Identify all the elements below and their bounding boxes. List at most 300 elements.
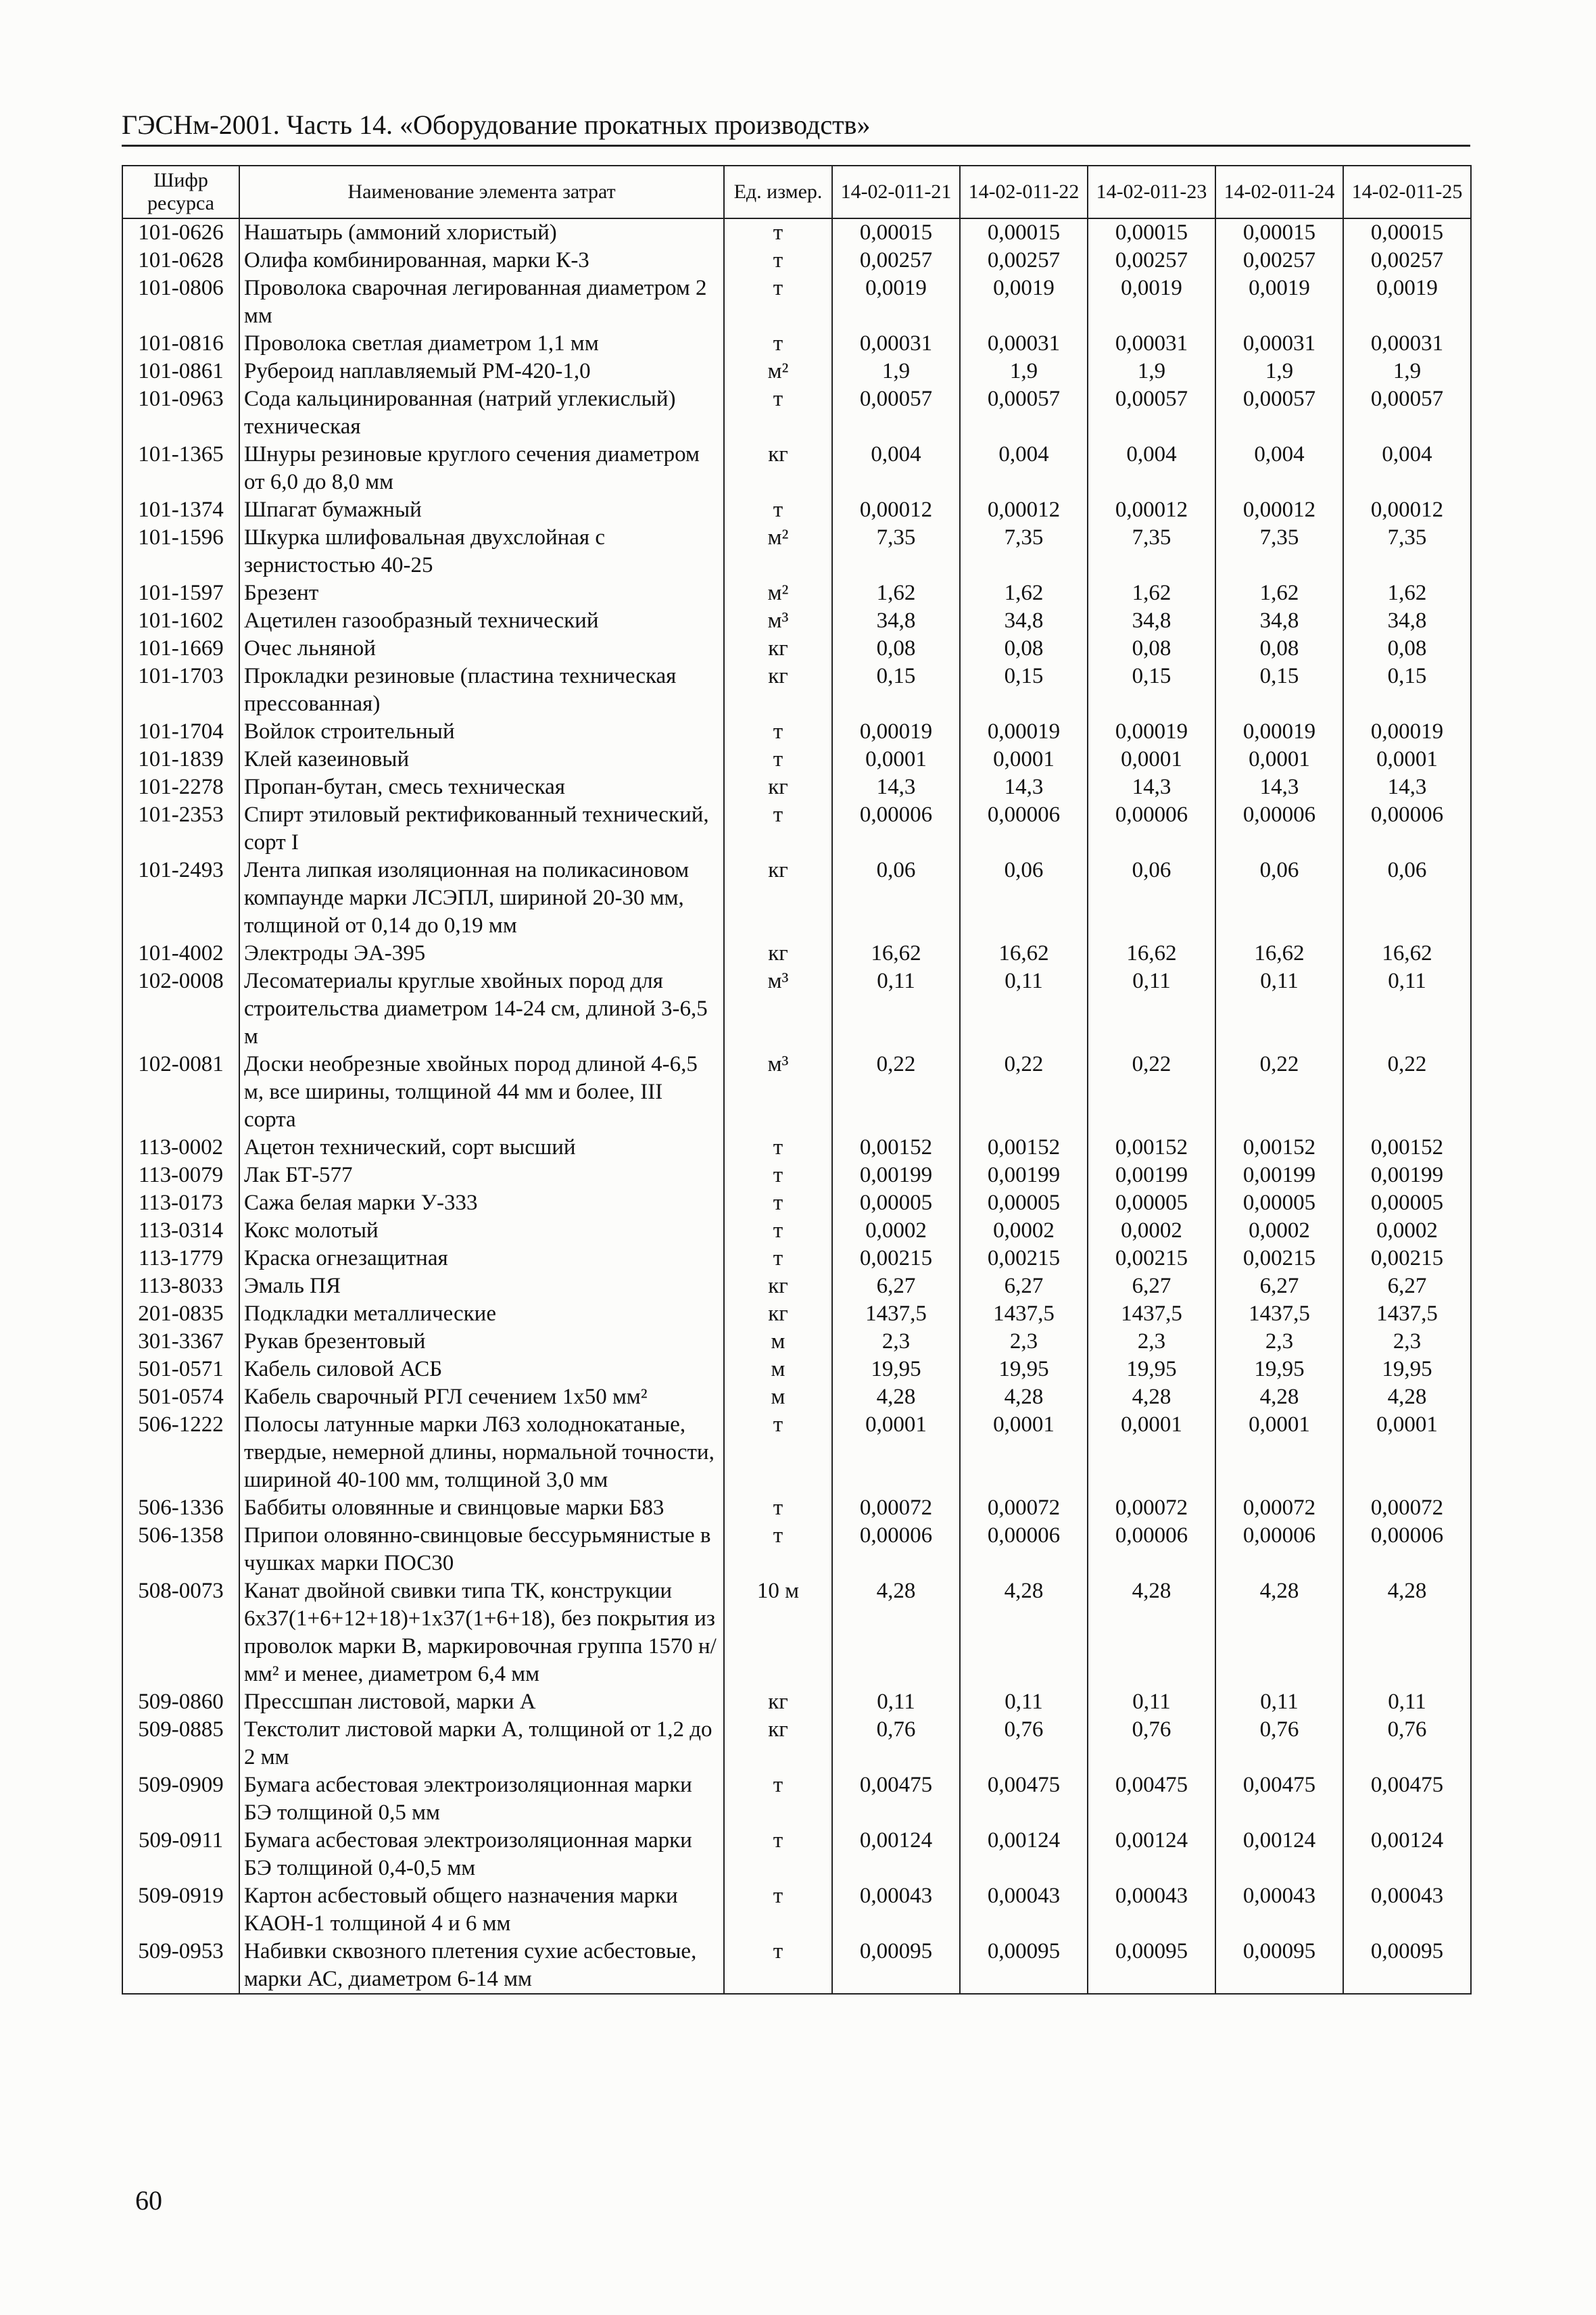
value-cell-011-23: 0,00475 [1088, 1771, 1215, 1827]
table-row [122, 968, 1471, 1051]
value-cell-011-25: 0,00475 [1343, 1771, 1471, 1827]
value-cell-011-23: 0,00057 [1088, 385, 1215, 441]
value-cell-011-21: 0,11 [832, 968, 960, 1051]
column-header-unit: Ед. измер. [724, 166, 832, 218]
value-cell-011-21: 19,95 [832, 1356, 960, 1383]
value-cell-011-23: 0,00015 [1088, 218, 1215, 247]
value-cell-011-24: 0,00199 [1215, 1162, 1343, 1189]
value-cell-011-23: 0,00012 [1088, 496, 1215, 524]
value-cell-011-21: 0,76 [832, 1716, 960, 1771]
unit-cell: т [724, 1217, 832, 1245]
value-cell-011-25: 0,00257 [1343, 247, 1471, 275]
value-cell-011-22: 0,00015 [960, 218, 1088, 247]
resource-code-cell: 501-0574 [122, 1383, 239, 1411]
value-cell-011-25: 6,27 [1343, 1272, 1471, 1300]
value-cell-011-21: 0,00043 [832, 1882, 960, 1938]
value-cell-011-22: 0,00152 [960, 1134, 1088, 1162]
resource-code-cell: 508-0073 [122, 1577, 239, 1688]
table-row [122, 1771, 1471, 1827]
resource-code-cell: 101-0806 [122, 275, 239, 330]
unit-cell: кг [724, 1688, 832, 1716]
table-row [122, 1882, 1471, 1938]
table-row [122, 275, 1471, 330]
value-cell-011-22: 1437,5 [960, 1300, 1088, 1328]
value-cell-011-23: 1,9 [1088, 358, 1215, 385]
table-row [122, 385, 1471, 441]
unit-cell: м² [724, 358, 832, 385]
value-cell-011-23: 0,22 [1088, 1051, 1215, 1134]
value-cell-011-21: 2,3 [832, 1328, 960, 1356]
table-header-row [122, 166, 1471, 218]
value-cell-011-22: 0,15 [960, 663, 1088, 718]
value-cell-011-22: 14,3 [960, 773, 1088, 801]
resource-code-cell: 509-0909 [122, 1771, 239, 1827]
value-cell-011-23: 0,00257 [1088, 247, 1215, 275]
value-cell-011-24: 0,00006 [1215, 1522, 1343, 1577]
resource-code-cell: 509-0919 [122, 1882, 239, 1938]
value-cell-011-25: 4,28 [1343, 1577, 1471, 1688]
resource-code-cell: 509-0911 [122, 1827, 239, 1882]
column-header-code: Шифр ресурса [122, 166, 239, 218]
value-cell-011-25: 34,8 [1343, 607, 1471, 635]
unit-cell: кг [724, 773, 832, 801]
unit-cell: м² [724, 579, 832, 607]
value-cell-011-24: 19,95 [1215, 1356, 1343, 1383]
value-cell-011-23: 1,62 [1088, 579, 1215, 607]
value-cell-011-23: 0,11 [1088, 1688, 1215, 1716]
table-row [122, 330, 1471, 358]
resource-name-cell: Брезент [239, 579, 724, 607]
value-cell-011-24: 0,06 [1215, 857, 1343, 940]
value-cell-011-25: 0,00031 [1343, 330, 1471, 358]
value-cell-011-25: 0,00005 [1343, 1189, 1471, 1217]
value-cell-011-21: 0,22 [832, 1051, 960, 1134]
resource-name-cell: Нашатырь (аммоний хлористый) [239, 218, 724, 247]
value-cell-011-22: 0,76 [960, 1716, 1088, 1771]
unit-cell: т [724, 718, 832, 746]
unit-cell: м³ [724, 607, 832, 635]
value-cell-011-22: 0,0002 [960, 1217, 1088, 1245]
resource-name-cell: Рукав брезентовый [239, 1328, 724, 1356]
table-row [122, 801, 1471, 857]
unit-cell: т [724, 247, 832, 275]
resource-name-cell: Шнуры резиновые круглого сечения диаметром от 6,0 до 8,0 мм [239, 441, 724, 496]
value-cell-011-23: 4,28 [1088, 1577, 1215, 1688]
value-cell-011-22: 0,00019 [960, 718, 1088, 746]
unit-cell: кг [724, 1272, 832, 1300]
resource-code-cell: 113-1779 [122, 1245, 239, 1272]
page-number: 60 [135, 2185, 162, 2216]
value-cell-011-24: 0,0001 [1215, 746, 1343, 773]
value-cell-011-24: 2,3 [1215, 1328, 1343, 1356]
value-cell-011-25: 0,00215 [1343, 1245, 1471, 1272]
unit-cell: т [724, 1882, 832, 1938]
value-cell-011-24: 0,00012 [1215, 496, 1343, 524]
value-cell-011-24: 0,00215 [1215, 1245, 1343, 1272]
value-cell-011-21: 0,00006 [832, 1522, 960, 1577]
value-cell-011-22: 0,0019 [960, 275, 1088, 330]
value-cell-011-22: 0,0001 [960, 746, 1088, 773]
value-cell-011-25: 0,0019 [1343, 275, 1471, 330]
value-cell-011-24: 14,3 [1215, 773, 1343, 801]
value-cell-011-24: 0,08 [1215, 635, 1343, 663]
value-cell-011-21: 0,00072 [832, 1494, 960, 1522]
value-cell-011-22: 0,22 [960, 1051, 1088, 1134]
value-cell-011-24: 0,76 [1215, 1716, 1343, 1771]
table-row [122, 663, 1471, 718]
value-cell-011-24: 0,00257 [1215, 247, 1343, 275]
resource-name-cell: Эмаль ПЯ [239, 1272, 724, 1300]
value-cell-011-24: 0,11 [1215, 1688, 1343, 1716]
table-row [122, 358, 1471, 385]
resource-code-cell: 101-1374 [122, 496, 239, 524]
table-row [122, 1162, 1471, 1189]
unit-cell: т [724, 1245, 832, 1272]
value-cell-011-25: 0,0002 [1343, 1217, 1471, 1245]
resource-name-cell: Ацетон технический, сорт высший [239, 1134, 724, 1162]
resource-name-cell: Шпагат бумажный [239, 496, 724, 524]
unit-cell: кг [724, 635, 832, 663]
resource-table [122, 165, 1472, 1995]
value-cell-011-23: 34,8 [1088, 607, 1215, 635]
table-row [122, 524, 1471, 579]
value-cell-011-22: 0,004 [960, 441, 1088, 496]
resource-name-cell: Набивки сквозного плетения сухие асбестовые, марки АС, диаметром 6-14 мм [239, 1938, 724, 1994]
unit-cell: т [724, 1411, 832, 1494]
resource-code-cell: 113-0079 [122, 1162, 239, 1189]
resource-code-cell: 101-2278 [122, 773, 239, 801]
unit-cell: т [724, 385, 832, 441]
value-cell-011-25: 0,00012 [1343, 496, 1471, 524]
table-row [122, 247, 1471, 275]
unit-cell: т [724, 1827, 832, 1882]
table-row [122, 1827, 1471, 1882]
value-cell-011-24: 1437,5 [1215, 1300, 1343, 1328]
value-cell-011-21: 0,15 [832, 663, 960, 718]
column-header-v4: 14-02-011-24 [1215, 166, 1343, 218]
value-cell-011-24: 7,35 [1215, 524, 1343, 579]
value-cell-011-25: 4,28 [1343, 1383, 1471, 1411]
resource-name-cell: Баббиты оловянные и свинцовые марки Б83 [239, 1494, 724, 1522]
resource-name-cell: Припои оловянно-свинцовые бессурьмянистые в чушках марки ПОС30 [239, 1522, 724, 1577]
value-cell-011-21: 0,00015 [832, 218, 960, 247]
resource-name-cell: Краска огнезащитная [239, 1245, 724, 1272]
resource-name-cell: Канат двойной свивки типа ТК, конструкции 6х37(1+6+12+18)+1х37(1+6+18), без покрытия из проволок марки В, маркировочная группа 1570 н/мм² и менее, диаметром 6,4 мм [239, 1577, 724, 1688]
table-row [122, 1300, 1471, 1328]
value-cell-011-25: 19,95 [1343, 1356, 1471, 1383]
value-cell-011-25: 0,0001 [1343, 746, 1471, 773]
value-cell-011-21: 4,28 [832, 1383, 960, 1411]
unit-cell: кг [724, 663, 832, 718]
unit-cell: т [724, 1494, 832, 1522]
value-cell-011-23: 0,06 [1088, 857, 1215, 940]
value-cell-011-24: 0,00005 [1215, 1189, 1343, 1217]
resource-code-cell: 301-3367 [122, 1328, 239, 1356]
resource-name-cell: Проволока светлая диаметром 1,1 мм [239, 330, 724, 358]
table-row [122, 1716, 1471, 1771]
table-row [122, 1522, 1471, 1577]
value-cell-011-24: 16,62 [1215, 940, 1343, 968]
value-cell-011-25: 0,00006 [1343, 1522, 1471, 1577]
value-cell-011-22: 0,00199 [960, 1162, 1088, 1189]
value-cell-011-25: 7,35 [1343, 524, 1471, 579]
unit-cell: м [724, 1383, 832, 1411]
resource-code-cell: 509-0885 [122, 1716, 239, 1771]
value-cell-011-25: 16,62 [1343, 940, 1471, 968]
value-cell-011-23: 0,00095 [1088, 1938, 1215, 1994]
value-cell-011-24: 0,00015 [1215, 218, 1343, 247]
value-cell-011-21: 0,00005 [832, 1189, 960, 1217]
table-row [122, 1245, 1471, 1272]
value-cell-011-23: 0,76 [1088, 1716, 1215, 1771]
value-cell-011-22: 0,00057 [960, 385, 1088, 441]
value-cell-011-23: 0,00005 [1088, 1189, 1215, 1217]
resource-name-cell: Полосы латунные марки Л63 холоднокатаные, твердые, немерной длины, нормальной точности, шириной 40-100 мм, толщиной 3,0 мм [239, 1411, 724, 1494]
value-cell-011-23: 0,08 [1088, 635, 1215, 663]
value-cell-011-24: 0,00475 [1215, 1771, 1343, 1827]
value-cell-011-25: 0,08 [1343, 635, 1471, 663]
resource-code-cell: 101-1365 [122, 441, 239, 496]
column-header-name: Наименование элемента затрат [239, 166, 724, 218]
table-row [122, 1272, 1471, 1300]
resource-code-cell: 506-1222 [122, 1411, 239, 1494]
resource-name-cell: Сода кальцинированная (натрий углекислый) техническая [239, 385, 724, 441]
value-cell-011-25: 0,00043 [1343, 1882, 1471, 1938]
value-cell-011-24: 4,28 [1215, 1577, 1343, 1688]
value-cell-011-21: 0,00031 [832, 330, 960, 358]
value-cell-011-24: 0,00031 [1215, 330, 1343, 358]
unit-cell: т [724, 1938, 832, 1994]
value-cell-011-22: 34,8 [960, 607, 1088, 635]
value-cell-011-24: 0,004 [1215, 441, 1343, 496]
value-cell-011-25: 0,00057 [1343, 385, 1471, 441]
value-cell-011-23: 16,62 [1088, 940, 1215, 968]
value-cell-011-23: 0,00215 [1088, 1245, 1215, 1272]
resource-code-cell: 506-1336 [122, 1494, 239, 1522]
value-cell-011-23: 4,28 [1088, 1383, 1215, 1411]
value-cell-011-25: 0,15 [1343, 663, 1471, 718]
value-cell-011-24: 0,00019 [1215, 718, 1343, 746]
value-cell-011-22: 0,00215 [960, 1245, 1088, 1272]
resource-code-cell: 101-0628 [122, 247, 239, 275]
resource-name-cell: Пропан-бутан, смесь техническая [239, 773, 724, 801]
resource-name-cell: Доски необрезные хвойных пород длиной 4-6,5 м, все ширины, толщиной 44 мм и более, III сорта [239, 1051, 724, 1134]
unit-cell: т [724, 1162, 832, 1189]
table-row [122, 1356, 1471, 1383]
unit-cell: т [724, 1189, 832, 1217]
value-cell-011-21: 0,00475 [832, 1771, 960, 1827]
table-row [122, 635, 1471, 663]
value-cell-011-21: 0,00012 [832, 496, 960, 524]
resource-code-cell: 201-0835 [122, 1300, 239, 1328]
value-cell-011-21: 0,00199 [832, 1162, 960, 1189]
value-cell-011-25: 14,3 [1343, 773, 1471, 801]
value-cell-011-23: 0,00019 [1088, 718, 1215, 746]
value-cell-011-25: 0,00199 [1343, 1162, 1471, 1189]
resource-code-cell: 101-0861 [122, 358, 239, 385]
resource-name-cell: Лента липкая изоляционная на поликасиновом компаунде марки ЛСЭПЛ, шириной 20-30 мм, толщиной от 0,14 до 0,19 мм [239, 857, 724, 940]
value-cell-011-21: 6,27 [832, 1272, 960, 1300]
value-cell-011-25: 0,00015 [1343, 218, 1471, 247]
unit-cell: т [724, 496, 832, 524]
value-cell-011-25: 0,22 [1343, 1051, 1471, 1134]
column-header-v2: 14-02-011-22 [960, 166, 1088, 218]
value-cell-011-24: 0,00057 [1215, 385, 1343, 441]
value-cell-011-21: 0,0001 [832, 1411, 960, 1494]
page-header: ГЭСНм-2001. Часть 14. «Оборудование прокатных производств» [122, 108, 1470, 147]
value-cell-011-24: 0,15 [1215, 663, 1343, 718]
unit-cell: т [724, 801, 832, 857]
value-cell-011-23: 7,35 [1088, 524, 1215, 579]
value-cell-011-22: 0,00006 [960, 1522, 1088, 1577]
value-cell-011-23: 0,0001 [1088, 1411, 1215, 1494]
value-cell-011-21: 1,9 [832, 358, 960, 385]
value-cell-011-21: 0,00124 [832, 1827, 960, 1882]
resource-code-cell: 101-1596 [122, 524, 239, 579]
value-cell-011-21: 0,11 [832, 1688, 960, 1716]
value-cell-011-25: 0,11 [1343, 1688, 1471, 1716]
value-cell-011-22: 0,0001 [960, 1411, 1088, 1494]
resource-code-cell: 102-0081 [122, 1051, 239, 1134]
value-cell-011-22: 0,08 [960, 635, 1088, 663]
resource-code-cell: 113-0002 [122, 1134, 239, 1162]
value-cell-011-21: 16,62 [832, 940, 960, 968]
resource-name-cell: Ацетилен газообразный технический [239, 607, 724, 635]
table-row [122, 773, 1471, 801]
value-cell-011-22: 0,00031 [960, 330, 1088, 358]
resource-name-cell: Лак БТ-577 [239, 1162, 724, 1189]
value-cell-011-25: 0,004 [1343, 441, 1471, 496]
resource-name-cell: Войлок строительный [239, 718, 724, 746]
value-cell-011-23: 0,00152 [1088, 1134, 1215, 1162]
value-cell-011-24: 0,00152 [1215, 1134, 1343, 1162]
unit-cell: т [724, 275, 832, 330]
table-row [122, 1134, 1471, 1162]
table-row [122, 579, 1471, 607]
column-header-v5: 14-02-011-25 [1343, 166, 1471, 218]
value-cell-011-24: 0,00072 [1215, 1494, 1343, 1522]
unit-cell: кг [724, 1716, 832, 1771]
table-row [122, 496, 1471, 524]
value-cell-011-24: 0,0002 [1215, 1217, 1343, 1245]
value-cell-011-21: 0,00257 [832, 247, 960, 275]
unit-cell: т [724, 330, 832, 358]
column-header-v3: 14-02-011-23 [1088, 166, 1215, 218]
value-cell-011-21: 0,00006 [832, 801, 960, 857]
value-cell-011-22: 0,00257 [960, 247, 1088, 275]
value-cell-011-25: 0,76 [1343, 1716, 1471, 1771]
unit-cell: м³ [724, 1051, 832, 1134]
resource-name-cell: Проволока сварочная легированная диаметром 2 мм [239, 275, 724, 330]
resource-code-cell: 101-4002 [122, 940, 239, 968]
table-row [122, 1938, 1471, 1994]
resource-name-cell: Кокс молотый [239, 1217, 724, 1245]
value-cell-011-21: 1437,5 [832, 1300, 960, 1328]
value-cell-011-24: 0,00043 [1215, 1882, 1343, 1938]
table-row [122, 1577, 1471, 1688]
value-cell-011-24: 0,11 [1215, 968, 1343, 1051]
unit-cell: 10 м [724, 1577, 832, 1688]
value-cell-011-22: 0,06 [960, 857, 1088, 940]
unit-cell: т [724, 1134, 832, 1162]
table-row [122, 441, 1471, 496]
value-cell-011-22: 0,00012 [960, 496, 1088, 524]
table-row [122, 1688, 1471, 1716]
resource-table-container [122, 165, 1470, 1995]
value-cell-011-23: 0,15 [1088, 663, 1215, 718]
value-cell-011-21: 0,00057 [832, 385, 960, 441]
resource-name-cell: Кабель силовой АСБ [239, 1356, 724, 1383]
value-cell-011-21: 0,08 [832, 635, 960, 663]
value-cell-011-23: 14,3 [1088, 773, 1215, 801]
value-cell-011-22: 4,28 [960, 1577, 1088, 1688]
value-cell-011-25: 0,06 [1343, 857, 1471, 940]
value-cell-011-23: 0,00043 [1088, 1882, 1215, 1938]
value-cell-011-21: 0,00152 [832, 1134, 960, 1162]
value-cell-011-25: 2,3 [1343, 1328, 1471, 1356]
value-cell-011-25: 1,9 [1343, 358, 1471, 385]
value-cell-011-25: 0,00019 [1343, 718, 1471, 746]
resource-name-cell: Текстолит листовой марки А, толщиной от 1,2 до 2 мм [239, 1716, 724, 1771]
resource-name-cell: Шкурка шлифовальная двухслойная с зернистостью 40-25 [239, 524, 724, 579]
value-cell-011-22: 0,11 [960, 968, 1088, 1051]
value-cell-011-21: 0,0001 [832, 746, 960, 773]
table-row [122, 718, 1471, 746]
resource-code-cell: 101-1602 [122, 607, 239, 635]
unit-cell: м³ [724, 968, 832, 1051]
value-cell-011-23: 19,95 [1088, 1356, 1215, 1383]
value-cell-011-24: 34,8 [1215, 607, 1343, 635]
value-cell-011-23: 2,3 [1088, 1328, 1215, 1356]
table-row [122, 857, 1471, 940]
value-cell-011-21: 7,35 [832, 524, 960, 579]
value-cell-011-22: 19,95 [960, 1356, 1088, 1383]
value-cell-011-21: 0,00215 [832, 1245, 960, 1272]
unit-cell: кг [724, 857, 832, 940]
unit-cell: т [724, 1522, 832, 1577]
value-cell-011-24: 1,62 [1215, 579, 1343, 607]
resource-name-cell: Бумага асбестовая электроизоляционная марки БЭ толщиной 0,5 мм [239, 1771, 724, 1827]
resource-code-cell: 101-2493 [122, 857, 239, 940]
resource-name-cell: Картон асбестовый общего назначения марки КАОН-1 толщиной 4 и 6 мм [239, 1882, 724, 1938]
value-cell-011-23: 0,00006 [1088, 1522, 1215, 1577]
resource-code-cell: 509-0860 [122, 1688, 239, 1716]
value-cell-011-23: 0,0001 [1088, 746, 1215, 773]
value-cell-011-23: 0,00031 [1088, 330, 1215, 358]
unit-cell: м [724, 1356, 832, 1383]
value-cell-011-21: 0,0002 [832, 1217, 960, 1245]
unit-cell: кг [724, 441, 832, 496]
value-cell-011-22: 0,11 [960, 1688, 1088, 1716]
resource-name-cell: Олифа комбинированная, марки К-3 [239, 247, 724, 275]
value-cell-011-22: 4,28 [960, 1383, 1088, 1411]
resource-name-cell: Лесоматериалы круглые хвойных пород для строительства диаметром 14-24 см, длиной 3-6,5 м [239, 968, 724, 1051]
table-row [122, 1189, 1471, 1217]
value-cell-011-21: 14,3 [832, 773, 960, 801]
value-cell-011-21: 4,28 [832, 1577, 960, 1688]
value-cell-011-23: 0,004 [1088, 441, 1215, 496]
resource-code-cell: 101-0626 [122, 218, 239, 247]
resource-name-cell: Бумага асбестовая электроизоляционная марки БЭ толщиной 0,4-0,5 мм [239, 1827, 724, 1882]
value-cell-011-22: 0,00095 [960, 1938, 1088, 1994]
unit-cell: т [724, 1771, 832, 1827]
resource-name-cell: Клей казеиновый [239, 746, 724, 773]
value-cell-011-24: 0,22 [1215, 1051, 1343, 1134]
unit-cell: т [724, 746, 832, 773]
value-cell-011-21: 1,62 [832, 579, 960, 607]
value-cell-011-21: 0,004 [832, 441, 960, 496]
resource-code-cell: 101-2353 [122, 801, 239, 857]
